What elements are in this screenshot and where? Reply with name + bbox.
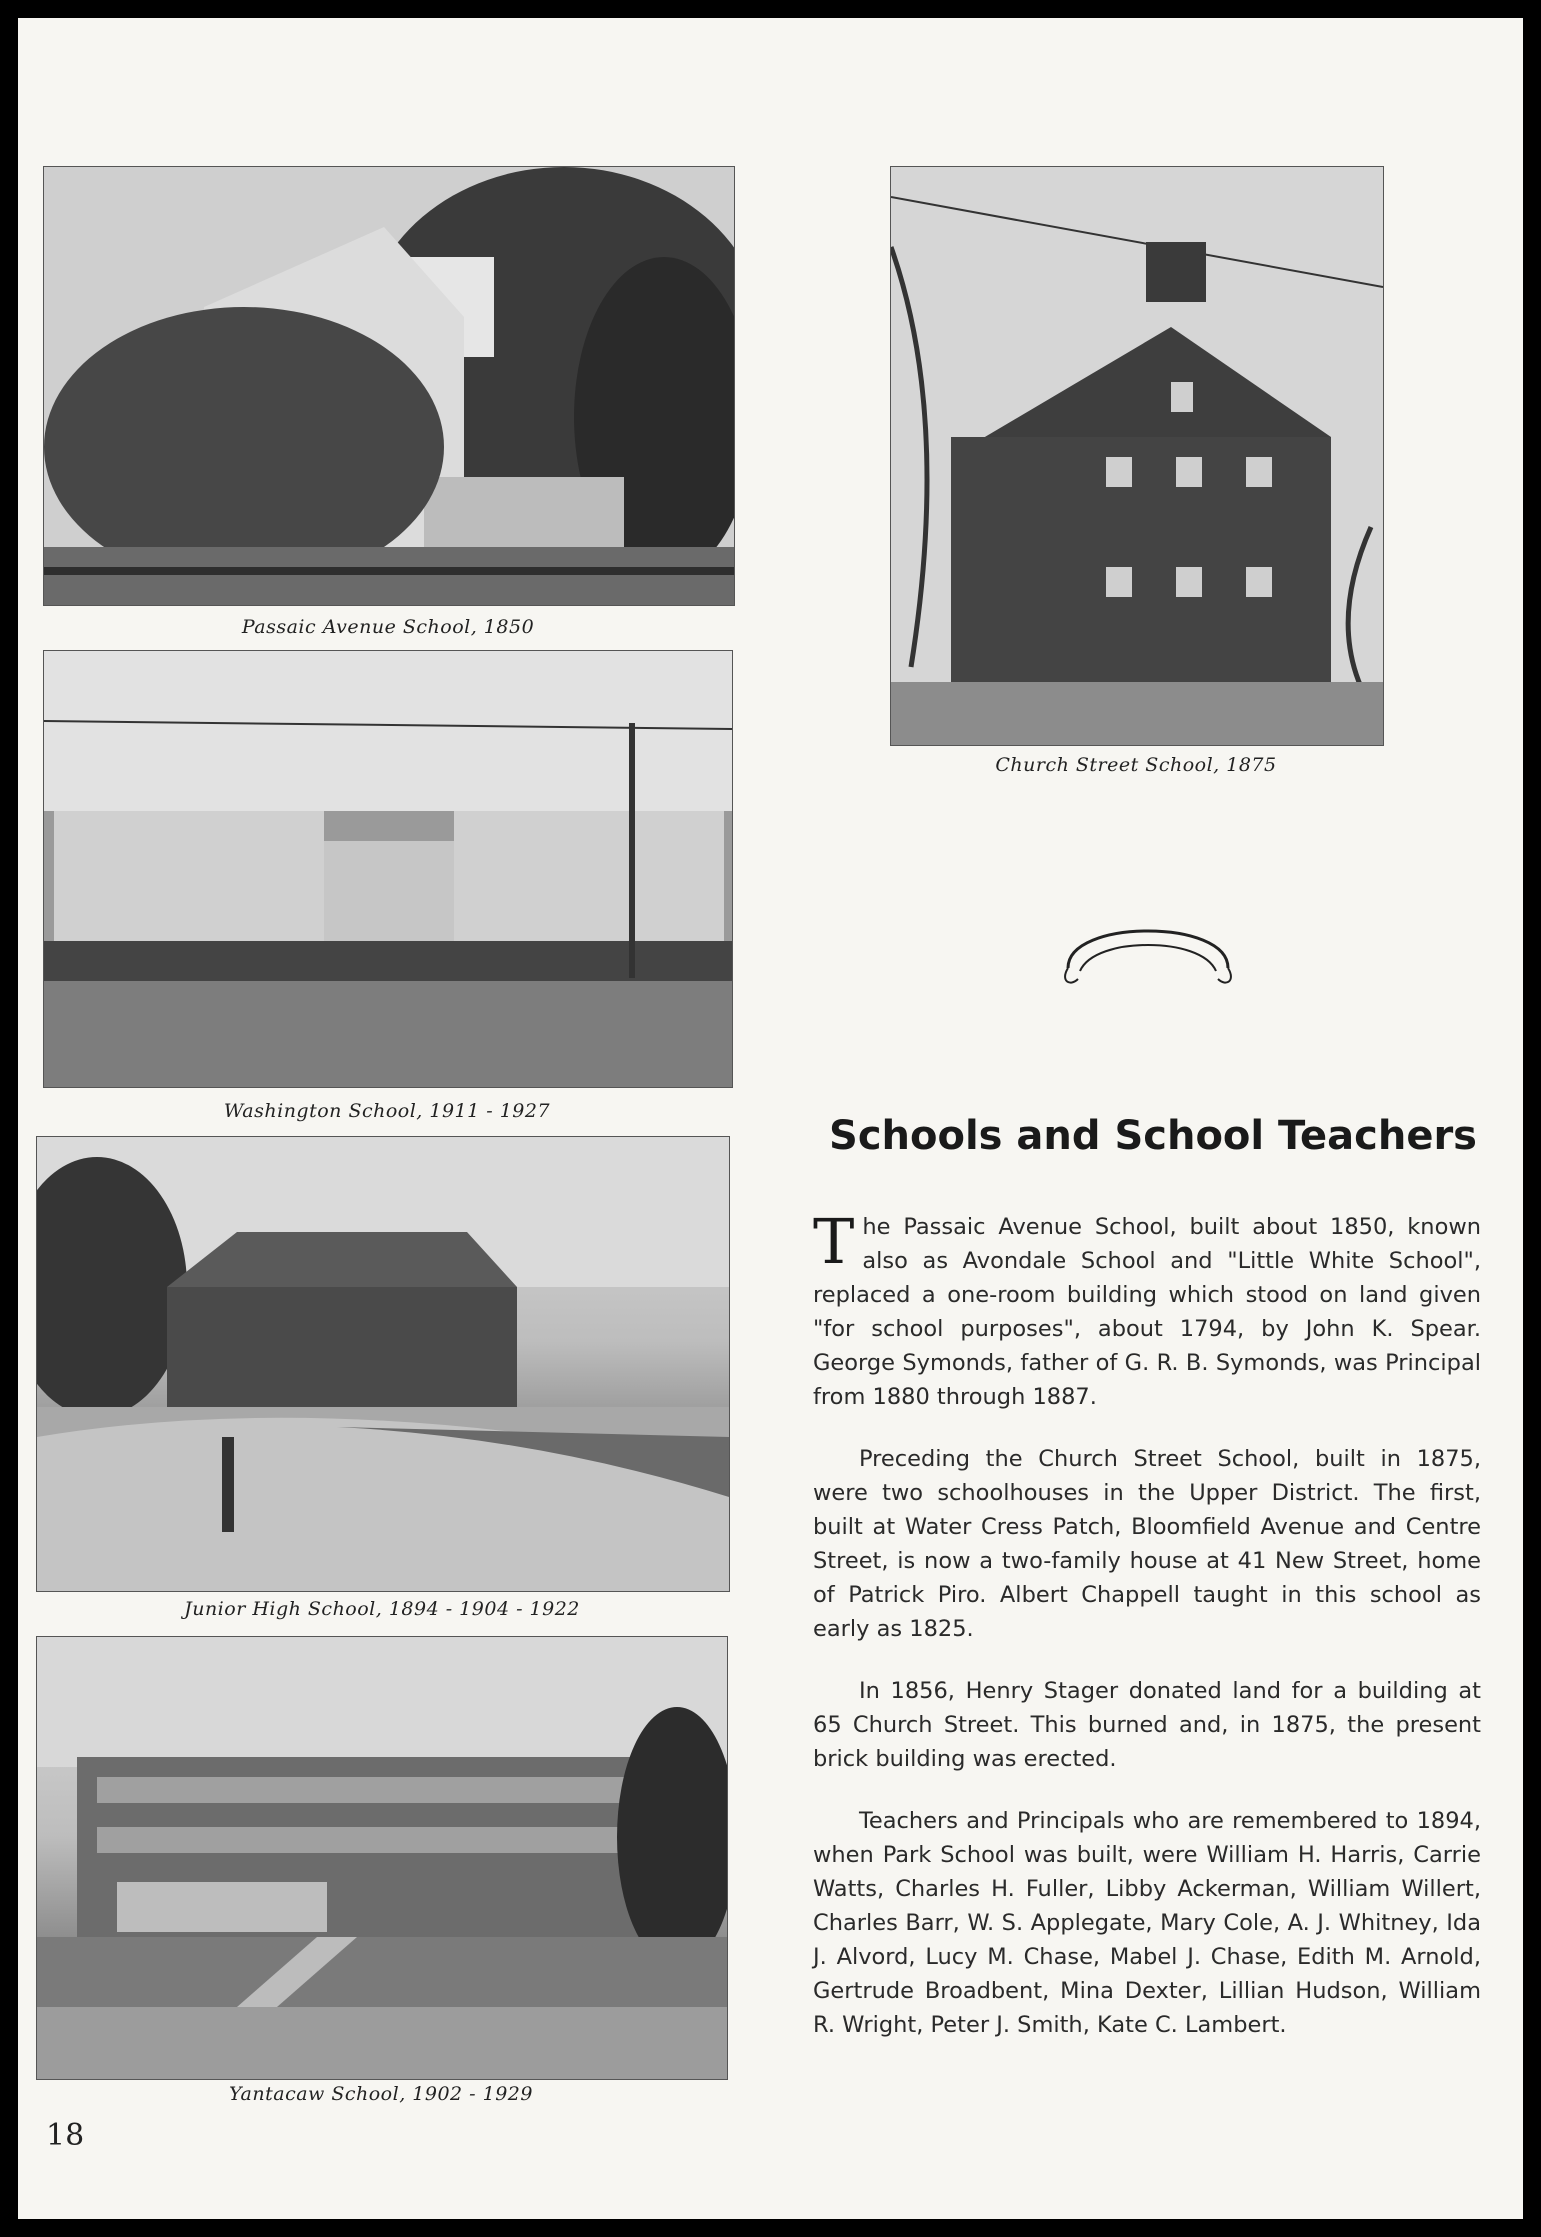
article-paragraph: Teachers and Principals who are remembered to 1894, when Park School was built, were William H. Harris, Carrie Watts, Charles H. Fuller, Libby Ackerman, William Willert, Charles Barr, W. S. Applegate, Mary Cole, A. J. Whitney, Ida J. Alvord, Lucy M. Chase, Mabel J. Chase, Edith M. Arnold, Gertrude Broadbent, Mina Dexter, Lillian Hudson, William R. Wright, Peter J. Smith, Kate C. Lambert. <box>813 1808 1481 2038</box>
page-number: 18 <box>46 2118 85 2153</box>
caption-junior-high-school: Junior High School, 1894 - 1904 - 1922 <box>184 1598 580 1620</box>
caption-washington-school: Washington School, 1911 - 1927 <box>223 1100 551 1122</box>
caption-yantacaw-school: Yantacaw School, 1902 - 1929 <box>228 2083 533 2105</box>
document-page <box>18 18 1523 2219</box>
article-paragraph: In 1856, Henry Stager donated land for a building at 65 Church Street. This burned and, in 1875, the present brick building was erected. <box>813 1678 1481 1772</box>
photo-passaic-avenue-school <box>43 166 735 606</box>
article-title: Schools and School Teachers <box>829 1113 1477 1159</box>
decorative-ornament <box>1048 923 1248 993</box>
caption-passaic-avenue-school: Passaic Avenue School, 1850 <box>241 616 535 638</box>
drop-cap: T <box>813 1205 855 1278</box>
photo-church-street-school <box>890 166 1384 746</box>
article-body <box>813 1205 1481 2070</box>
photo-junior-high-school <box>36 1136 730 1592</box>
article-paragraph: Preceding the Church Street School, built in 1875, were two schoolhouses in the Upper District. The first, built at Water Cress Patch, Bloomfield Avenue and Centre Street, is now a two-family house at 41 New Street, home of Patrick Piro. Albert Chappell taught in this school as early as 1825. <box>813 1446 1481 1642</box>
caption-church-street-school: Church Street School, 1875 <box>995 754 1277 776</box>
article-paragraph: The Passaic Avenue School, built about 1850, known also as Avondale School and "Little White School", replaced a one-room building which stood on land given "for school purposes", about 1794, by John K. Spear. George Symonds, father of G. R. B. Symonds, was Principal from 1880 through 1887. <box>813 1205 1481 1410</box>
photo-washington-school <box>43 650 733 1088</box>
photo-yantacaw-school <box>36 1636 728 2080</box>
